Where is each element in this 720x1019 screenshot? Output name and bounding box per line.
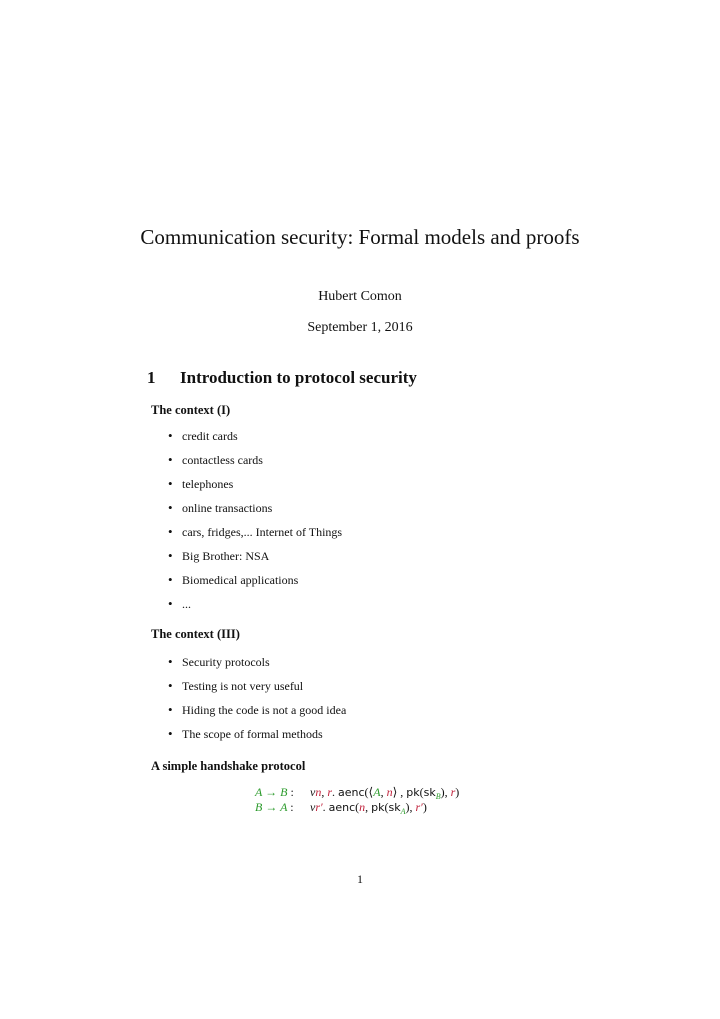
protocol-equations [255,785,459,815]
list-item: • contactless cards [168,453,342,477]
handshake-heading: A simple handshake protocol [151,759,306,773]
paper-title: Communication security: Formal models and proofs [140,225,580,249]
key-owner: B [435,792,441,801]
randomness: r [450,785,456,799]
randomness: r [327,785,332,799]
list-item: • Testing is not very useful [168,679,346,703]
list-item: • cars, fridges,... Internet of Things [168,525,342,549]
receiver: A [280,800,288,814]
list-item: • Hiding the code is not a good idea [168,703,346,727]
author: Hubert Comon [318,289,402,304]
pk-function: pk [371,801,385,814]
list-item: • Security protocols [168,655,346,679]
sender: B [255,800,263,814]
agent: A [373,785,381,799]
nu-symbol: ν [310,785,316,799]
section-title: Introduction to protocol security [180,368,417,387]
date: September 1, 2016 [307,320,413,335]
context-i-heading: The context (I) [151,403,231,417]
protocol-line-2: B → A : νr′. aenc(n, $pk(sk_A)$, r′) [255,800,427,816]
pk-function: pk [406,786,420,799]
key-owner: A [400,807,406,816]
protocol-line-1: A → B : νn, r. aenc(⟨A, n⟩ , $pk(sk_B)$, r) [255,785,460,801]
list-item: • Biomedical applications [168,573,342,597]
section-number: 1 [147,368,156,387]
nonce: n [386,785,393,799]
nu-symbol: ν [310,800,316,814]
list-item: • online transactions [168,501,342,525]
context-i-list [168,429,342,621]
list-item: • Big Brother: NSA [168,549,342,573]
nonce: n [359,800,366,814]
nonce: n [315,785,322,799]
list-item: • telephones [168,477,342,501]
sender: A [255,785,263,799]
list-item: • ... [168,597,342,621]
list-item: • credit cards [168,429,342,453]
aenc-function: aenc [338,786,365,799]
aenc-function: aenc [328,801,356,814]
context-iii-heading: The context (III) [151,627,240,641]
sk-function: sk [423,786,436,799]
page-number: 1 [357,872,363,886]
receiver: B [280,785,288,799]
list-item: • The scope of formal methods [168,727,346,751]
section-heading [147,368,417,388]
context-iii-list [168,655,346,751]
randomness: r′ [415,800,423,814]
randomness: r′ [315,800,323,814]
sk-function: sk [388,801,401,814]
